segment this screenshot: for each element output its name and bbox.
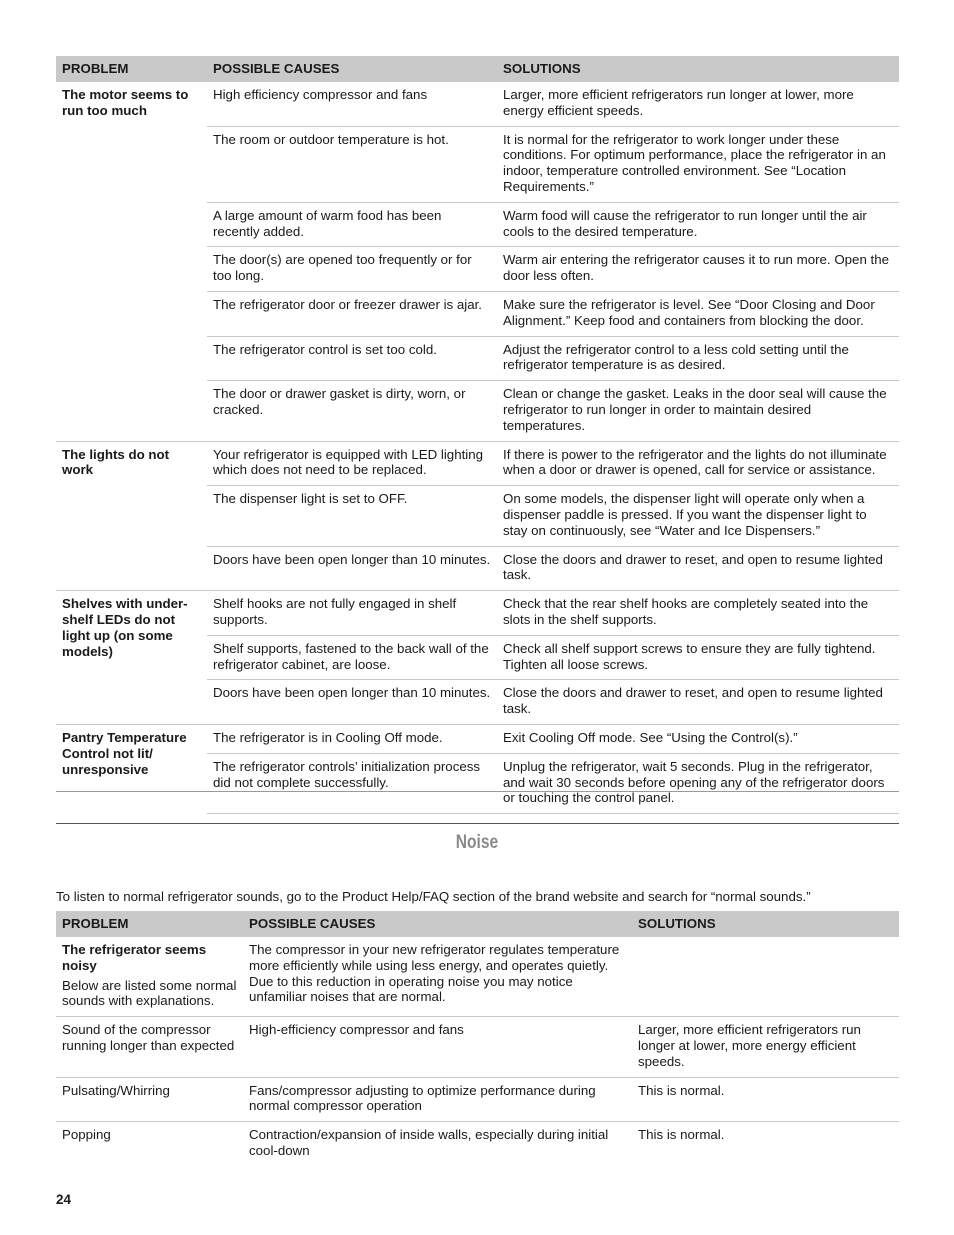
noise-table xyxy=(56,911,899,1166)
solution-cell: Check that the rear shelf hooks are completely seated into the slots in the shelf supports. xyxy=(497,591,899,636)
solution-cell: Make sure the refrigerator is level. See “Door Closing and Door Alignment.” Keep food and containers from blocking the door. xyxy=(497,291,899,336)
cause-cell: The refrigerator control is set too cold. xyxy=(207,336,497,381)
solution-cell: Clean or change the gasket. Leaks in the door seal will cause the refrigerator to run longer in order to maintain desired temperatures. xyxy=(497,381,899,441)
table-row xyxy=(56,937,899,1017)
problem-cell: Pantry Temperature Control not lit/ unresponsive xyxy=(56,724,207,813)
cause-cell: The compressor in your new refrigerator regulates temperature more efficiently while using less energy, and operates quietly. Due to this reduction in operating noise you may notice unfamiliar noises that are normal. xyxy=(243,937,632,1017)
cause-cell: The door(s) are opened too frequently or for too long. xyxy=(207,247,497,292)
table-row xyxy=(56,82,899,126)
intro-paragraph: To listen to normal refrigerator sounds, go to the Product Help/FAQ section of the brand website and search for “normal sounds.” xyxy=(56,889,811,904)
solution-cell: Close the doors and drawer to reset, and open to resume lighted task. xyxy=(497,680,899,725)
solution-cell: Larger, more efficient refrigerators run longer at lower, more energy efficient speeds. xyxy=(497,82,899,126)
cause-cell: Doors have been open longer than 10 minutes. xyxy=(207,680,497,725)
table-row xyxy=(56,591,899,636)
header-problem: PROBLEM xyxy=(56,56,207,82)
cause-cell: Shelf hooks are not fully engaged in shelf supports. xyxy=(207,591,497,636)
problem-cell: Shelves with under-shelf LEDs do not light up (on some models) xyxy=(56,591,207,725)
solution-cell: Exit Cooling Off mode. See “Using the Control(s).” xyxy=(497,724,899,753)
cause-cell: High-efficiency compressor and fans xyxy=(243,1017,632,1077)
header-possible-causes: POSSIBLE CAUSES xyxy=(243,911,632,937)
cause-cell: Your refrigerator is equipped with LED lighting which does not need to be replaced. xyxy=(207,441,497,486)
solution-cell: Warm air entering the refrigerator causes it to run more. Open the door less often. xyxy=(497,247,899,292)
table-row xyxy=(56,1122,899,1166)
problem-cell: Sound of the compressor running longer than expected xyxy=(56,1017,243,1077)
solution-cell: Check all shelf support screws to ensure they are fully tightend. Tighten all loose screws. xyxy=(497,635,899,680)
solution-cell: Unplug the refrigerator, wait 5 seconds. Plug in the refrigerator, and wait 30 seconds before opening any of the refrigerator doors or touching the control panel. xyxy=(497,753,899,813)
cause-cell: Fans/compressor adjusting to optimize performance during normal compressor operation xyxy=(243,1077,632,1122)
cause-cell: The door or drawer gasket is dirty, worn, or cracked. xyxy=(207,381,497,441)
cause-cell: High efficiency compressor and fans xyxy=(207,82,497,126)
section-title: Noise xyxy=(455,832,499,853)
solution-cell: Adjust the refrigerator control to a less cold setting until the refrigerator temperature is as desired. xyxy=(497,336,899,381)
solution-cell: On some models, the dispenser light will operate only when a dispenser paddle is pressed. If you want the dispenser light to stay on continuously, see “Water and Ice Dispensers.” xyxy=(497,486,899,546)
solution-cell: Close the doors and drawer to reset, and open to resume lighted task. xyxy=(497,546,899,591)
page-number: 24 xyxy=(56,1192,72,1207)
header-solutions: SOLUTIONS xyxy=(632,911,899,937)
header-possible-causes: POSSIBLE CAUSES xyxy=(207,56,497,82)
header-problem: PROBLEM xyxy=(56,911,243,937)
cause-cell: The refrigerator door or freezer drawer is ajar. xyxy=(207,291,497,336)
cause-cell: The refrigerator is in Cooling Off mode. xyxy=(207,724,497,753)
problem-cell: Pulsating/Whirring xyxy=(56,1077,243,1122)
table-row xyxy=(56,441,899,486)
table-header-row xyxy=(56,56,899,82)
table-row xyxy=(56,1017,899,1077)
problem-cell: The lights do not work xyxy=(56,441,207,591)
table-end-rule xyxy=(56,791,899,792)
cause-cell: The dispenser light is set to OFF. xyxy=(207,486,497,546)
header-solutions: SOLUTIONS xyxy=(497,56,899,82)
cause-cell: The room or outdoor temperature is hot. xyxy=(207,126,497,202)
cause-cell: The refrigerator controls’ initialization process did not complete successfully. xyxy=(207,753,497,813)
table-row xyxy=(56,724,899,753)
problem-title: The refrigerator seems noisy xyxy=(62,942,207,973)
cause-cell: Contraction/expansion of inside walls, especially during initial cool-down xyxy=(249,1127,609,1158)
problem-cell: Popping xyxy=(62,1127,111,1143)
troubleshooting-table xyxy=(56,56,899,814)
solution-cell: Larger, more efficient refrigerators run longer at lower, more energy efficient speeds. xyxy=(632,1017,899,1077)
solution-cell: It is normal for the refrigerator to work longer under these conditions. For optimum performance, place the refrigerator in an indoor, temperature controlled environment. See “Location Requirements.” xyxy=(497,126,899,202)
problem-cell: The motor seems to run too much xyxy=(62,87,189,118)
cause-cell: Shelf supports, fastened to the back wall of the refrigerator cabinet, are loose. xyxy=(207,635,497,680)
table-row xyxy=(56,1077,899,1122)
table-header-row xyxy=(56,911,899,937)
section-divider xyxy=(56,823,899,824)
solution-cell: This is normal. xyxy=(632,1077,899,1122)
solution-cell: If there is power to the refrigerator and the lights do not illuminate when a door or drawer is opened, call for service or assistance. xyxy=(497,441,899,486)
cause-cell: Doors have been open longer than 10 minutes. xyxy=(207,546,497,591)
problem-cell xyxy=(56,937,243,1017)
solution-cell: Warm food will cause the refrigerator to run longer until the air cools to the desired temperature. xyxy=(497,202,899,247)
problem-note: Below are listed some normal sounds with explanations. xyxy=(62,977,237,1009)
cause-cell: A large amount of warm food has been recently added. xyxy=(207,202,497,247)
solution-cell: This is normal. xyxy=(638,1127,725,1143)
solution-cell xyxy=(632,937,899,1017)
